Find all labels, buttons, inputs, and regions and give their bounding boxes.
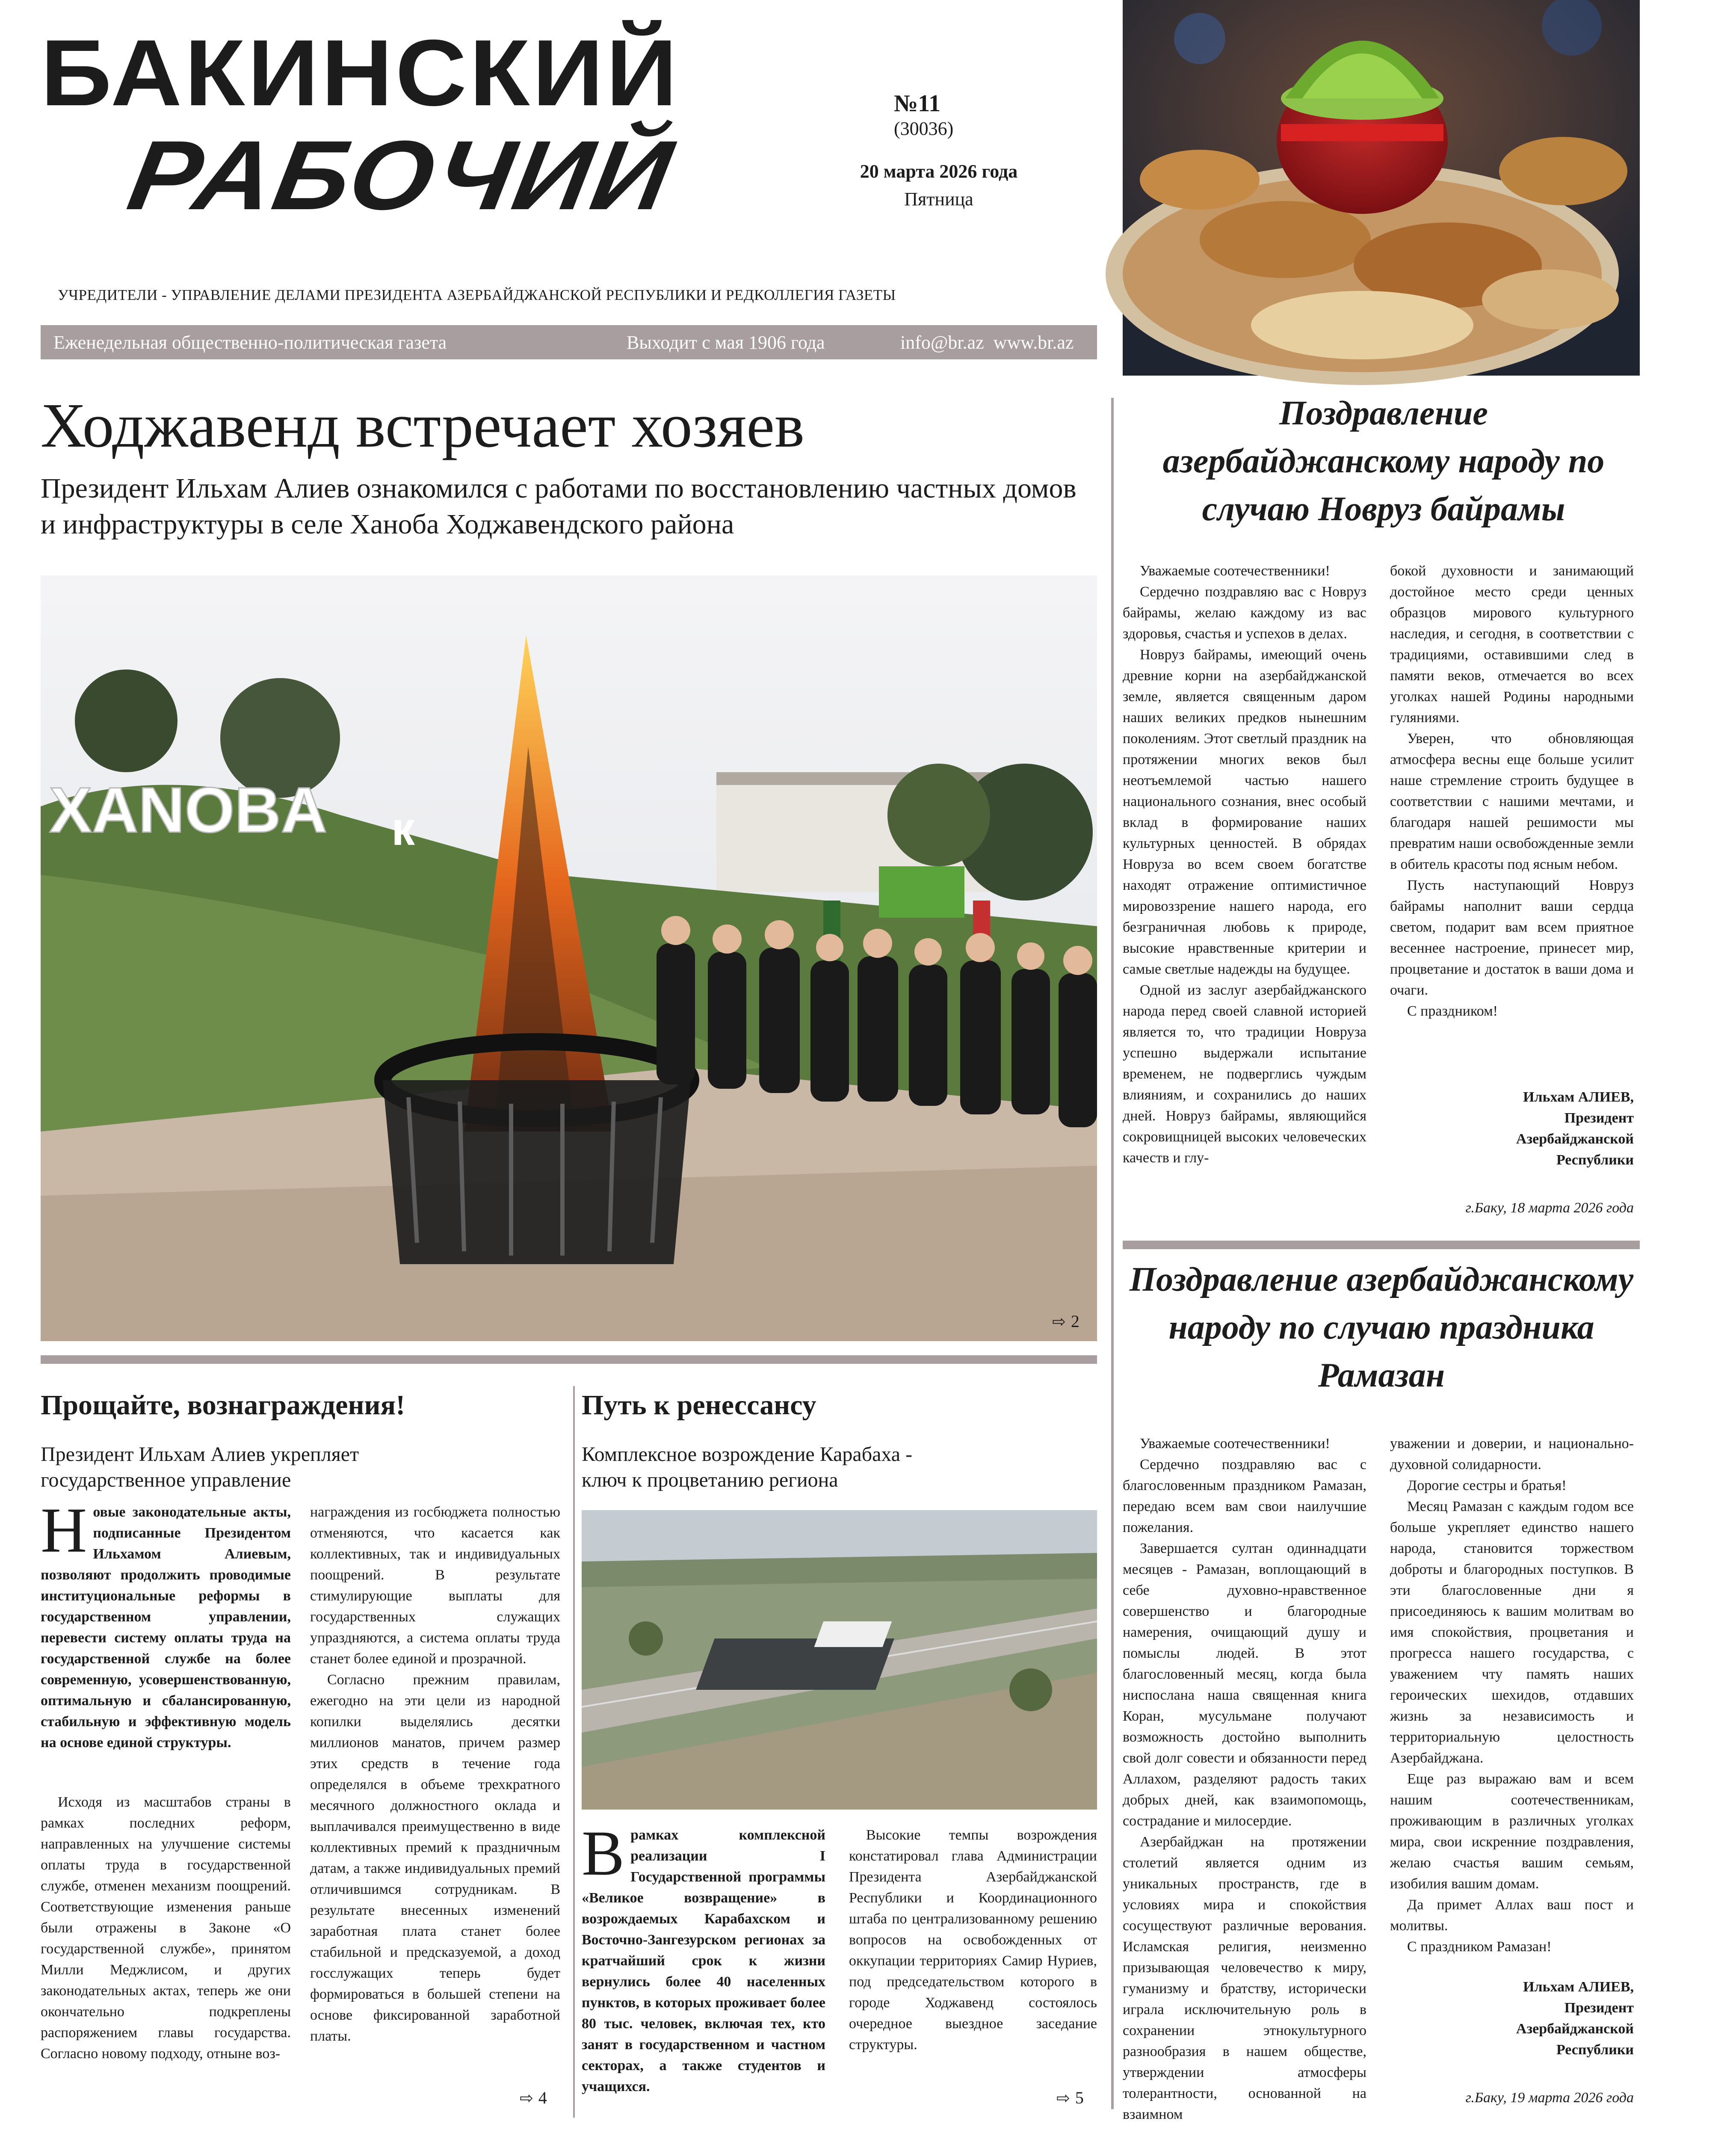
awards-subhead: Президент Ильхам Алиев укрепляет государственное управление (41, 1443, 359, 1491)
signature-country: Азербайджанской (1516, 2021, 1634, 2037)
ramadan-col-2 (1390, 1433, 1634, 1955)
masthead-title-line1: БАКИНСКИЙ (41, 20, 680, 125)
novruz-p2: Сердечно поздравляю вас с Новруз байрамы, желаю каждому из вас здоровья, счастья и успехов в делах. (1123, 584, 1366, 642)
issue-total: (30036) (894, 118, 954, 139)
lead-headline: Ходжавенд встречает хозяев (41, 391, 804, 461)
renaissance-body: Высокие темпы возрождения констатировал глава Администрации Президента Азербайджанской Республики и Координационного штаба по централизованному решению вопросов на освобожденных от оккупации территориях Самир Нуриев, под председательством которого в городе Ходжавенд состоялось очередное выездное заседание структуры. (849, 1827, 1097, 2053)
arrow-right-icon: ⇨ (1052, 1312, 1066, 1331)
awards-p3: Согласно прежним правилам, ежегодно на эти цели из народной копилки выделялись десятки миллионов манатов, причем размер этих средств в течение года определялся в объеме трехкратного месячного должностного оклада и выплачивался преимущественно в виде коллективных премий к праздничным датам, а также индивидуальных премий отличившимся сотрудникам. В результате внесенных изменений заработная плата станет более стабильной и предсказуемой, а доход госслужащих теперь будет формироваться в большей степени на основе фиксированной заработной платы. (310, 1672, 560, 2044)
novruz-col-1 (1123, 560, 1366, 1228)
lead-photo-sign: XANOBA (49, 774, 328, 846)
issue-date: 20 марта 2026 года (860, 161, 1018, 182)
renaissance-page-number: 5 (1075, 2088, 1084, 2107)
ramadan-p10: С праздником Рамазан! (1407, 1939, 1552, 1955)
ramadan-p8: Еще раз выражаю вам и всем нашим соотечественникам, проживающим в различных уголках мира, свои искренние поздравления, желаю счастья вашим семьям, изобилия вашим домам. (1390, 1771, 1634, 1892)
signature-republic: Республики (1556, 2042, 1634, 2058)
novruz-headline: Поздравление азербайджанскому народу по случаю Новруз байрамы (1162, 394, 1605, 528)
awards-headline: Прощайте, вознаграждения! (41, 1389, 405, 1421)
awards-page-ref[interactable] (520, 2088, 547, 2108)
lead-page-number: 2 (1071, 1312, 1079, 1331)
signature-republic: Республики (1556, 1152, 1634, 1168)
lead-photo-sign-tail: к (391, 803, 415, 855)
issue-number: №11 (894, 90, 941, 117)
novruz-p8: С праздником! (1407, 1003, 1498, 1019)
bar-contacts[interactable]: info@br.az www.br.az (900, 332, 1074, 353)
signature-country: Азербайджанской (1516, 1131, 1634, 1147)
masthead-title-line2: РАБОЧИЙ (121, 120, 681, 230)
ramadan-signature (1390, 1976, 1634, 2060)
novruz-bottom-rule (1123, 1241, 1640, 1249)
ramadan-p2: Сердечно поздравляю вас с благословенным праздником Рамазан, передаю всем вам свои наилучшие пожелания. (1123, 1457, 1366, 1535)
awards-body: Исходя из масштабов страны в рамках последних реформ, направленных на улучшение системы оплаты труда в государственной службе, отменен механизм поощрений. Соответствующие изменения раньше были отражены в Законе «О государственной службе», принятом Милли Меджлисом, и других законодательных актах, теперь же они окончательно подкреплены распоряжением главы государства. Согласно новому подходу, отныне воз- (41, 1794, 291, 2062)
awards-divider (573, 1386, 575, 2118)
bar-since: Выходит с мая 1906 года (627, 332, 825, 353)
novruz-p6: Уверен, что обновляющая атмосфера весны еще больше усилит наше стремление строить будущее в соответствии с нашими мечтами, и благодаря нашей решимости мы превратим наши освобожденные земли в обитель красоты под ясным небом. (1390, 731, 1634, 872)
awards-col-2 (310, 1502, 560, 2092)
arrow-right-icon: ⇨ (520, 2088, 533, 2107)
signature-title: Президент (1564, 1110, 1634, 1126)
renaissance-lead: рамках комплексной реализации I Государственной программы «Великое возвращение» в возрождаемых Карабахском и Восточно-Зангезурском регионах за кратчайший срок к жизни вернулись более 40 населенных пунктов, в которых проживает более 80 тыс. человек, включая тех, кто занят в государственном и частном секторах, а также студентов и учащихся. (582, 1827, 825, 2095)
awards-col-1 (41, 1495, 291, 2118)
arrow-right-icon: ⇨ (1056, 2088, 1070, 2107)
masthead (41, 21, 1101, 364)
founders-line: УЧРЕДИТЕЛИ - УПРАВЛЕНИЕ ДЕЛАМИ ПРЕЗИДЕНТА АЗЕРБАЙДЖАНСКОЙ РЕСПУБЛИКИ И РЕДКОЛЛЕГИЯ ГАЗЕТЫ (58, 287, 896, 303)
column-divider-right (1111, 398, 1114, 2109)
novruz-p5: бокой духовности и занимающий достойное место среди ценных образцов мирового культурного наследия, и сегодня, в соответствии с традициями, оставившими след в памяти веков, отмечается во всех уголках нашей Родины народными гуляниями. (1390, 563, 1634, 726)
awards-dropcap: Н (41, 1495, 87, 1566)
signature-title: Президент (1564, 2000, 1634, 2016)
lead-page-ref[interactable] (1052, 1311, 1079, 1331)
ramadan-p6: Дорогие сестры и братья! (1407, 1478, 1567, 1493)
novruz-date: г.Баку, 18 марта 2026 года (1465, 1200, 1634, 1216)
masthead-bar (41, 325, 1097, 359)
ramadan-p5: уважении и доверии, и национально-духовной солидарности. (1390, 1436, 1634, 1472)
ramadan-p3: Завершается султан одиннадцати месяцев - Рамазан, воплощающий в себе духовно-нравственное совершенство и благородные намерения, очищающий душу и помыслы людей. В этот благословенный месяц, когда была ниспослана наша священная книга Коран, мусульмане получают возможность достойно выполнить свой долг совести и обязанности перед Аллахом, разделяют радость таких добрых дней, как взаимопомощь, сострадание и милосердие. (1123, 1541, 1366, 1829)
signature-name: Ильхам АЛИЕВ, (1523, 1979, 1634, 1995)
ramadan-date: г.Баку, 19 марта 2026 года (1465, 2090, 1634, 2106)
novruz-p7: Пусть наступающий Новруз байрамы наполнит ваши сердца светом, подарит вам всем приятное весеннее настроение, принесет мир, процветание и достаток в ваши дома и очаги. (1390, 877, 1634, 998)
novruz-p4: Одной из заслуг азербайджанского народа перед своей славной историей является то, что традиции Новруза успешно выдержали испытание временем, не подверглись чуждым влияниям, и сохранились до наших дней. Новруз байрамы, являющийся сокровищницей высоких человеческих качеств и глу- (1123, 982, 1366, 1166)
signature-name: Ильхам АЛИЕВ, (1523, 1089, 1634, 1105)
novruz-col-2 (1390, 560, 1634, 1065)
novruz-p1: Уважаемые соотечественники! (1140, 563, 1330, 579)
awards-lead: овые законодательные акты, подписанные Президентом Ильхамом Алиевым, позволяют продолжить проводимые институциональные реформы в государственном управлении, перевести систему оплаты труда на государственной службе на более современную, усовершенствованную, оптимальную и сбалансированную, стабильную и эффективную модель на основе единой структуры. (41, 1504, 291, 1751)
lead-subhead: Президент Ильхам Алиев ознакомился с работами по восстановлению частных домов и инфраструктуры в селе Ханоба Ходжавендского района (41, 473, 1076, 540)
ramadan-col-1 (1123, 1433, 1366, 2122)
novruz-p3: Новруз байрамы, имеющий очень древние корни на азербайджанской земле, является священным даром наших великих предков нынешним поколениям. Этот светлый праздник на протяжении многих веков был неотъемлемой частью нашего национального сознания, внес особый вклад в формирование наших культурных ценностей. В обрядах Новруза во всем своем богатстве находят отражение оптимистичное мировоззрение нашего народа, его безграничная любовь к природе, высокие нравственные критерии и самые светлые надежды на будущее. (1123, 647, 1366, 977)
lead-bottom-rule (41, 1355, 1097, 1364)
awards-p2: награждения из госбюджета полностью отменяются, что касается как коллективных, так и индивидуальных поощрений. В результате стимулирующие выплаты для государственных служащих упраздняются, а система оплаты труда станет более единой и прозрачной. (310, 1504, 560, 1667)
awards-page-number: 4 (538, 2088, 547, 2107)
renaissance-headline: Путь к ренессансу (582, 1389, 816, 1421)
ramadan-p7: Месяц Рамазан с каждым годом все больше укрепляет единство нашего народа, становится торжеством доброты и благородных поступков. В эти благословенные дни я присоединяюсь к вашим молитвам во имя спокойствия, процветания и прогресса нашего государства, с уважением чту память наших героических шехидов, отдавших жизнь за независимость и территориальную целостность Азербайджана. (1390, 1499, 1634, 1766)
renaissance-col-1 (582, 1818, 825, 2107)
lead-photo (41, 575, 1097, 1341)
ramadan-p9: Да примет Аллах ваш пост и молитвы. (1390, 1897, 1634, 1934)
ramadan-p4: Азербайджан на протяжении столетий является одним из уникальных пространств, где в условиях мира и спокойствия сосуществуют различные верования. Исламская религия, неизменно призывающая человечество к миру, гуманизму и братству, исторически играла исключительную роль в сохранении этнокультурного разнообразия в нашем обществе, утверждении атмосферы толерантности, основанной на взаимном (1123, 1834, 1366, 2122)
ramadan-headline: Поздравление азербайджанскому народу по случаю праздника Рамазан (1129, 1261, 1634, 1394)
issue-weekday: Пятница (904, 189, 973, 210)
ramadan-p1: Уважаемые соотечественники! (1140, 1436, 1330, 1452)
renaissance-dropcap: В (582, 1818, 625, 1889)
renaissance-subhead: Комплексное возрождение Карабаха - ключ к процветанию региона (582, 1443, 913, 1491)
novruz-signature (1390, 1087, 1634, 1170)
bar-weekly: Еженедельная общественно-политическая газета (53, 332, 447, 353)
renaissance-col-2 (849, 1825, 1097, 2073)
renaissance-page-ref[interactable] (1056, 2088, 1084, 2108)
karabakh-aerial-photo (582, 1510, 1097, 1810)
novruz-table-photo (1123, 0, 1640, 376)
